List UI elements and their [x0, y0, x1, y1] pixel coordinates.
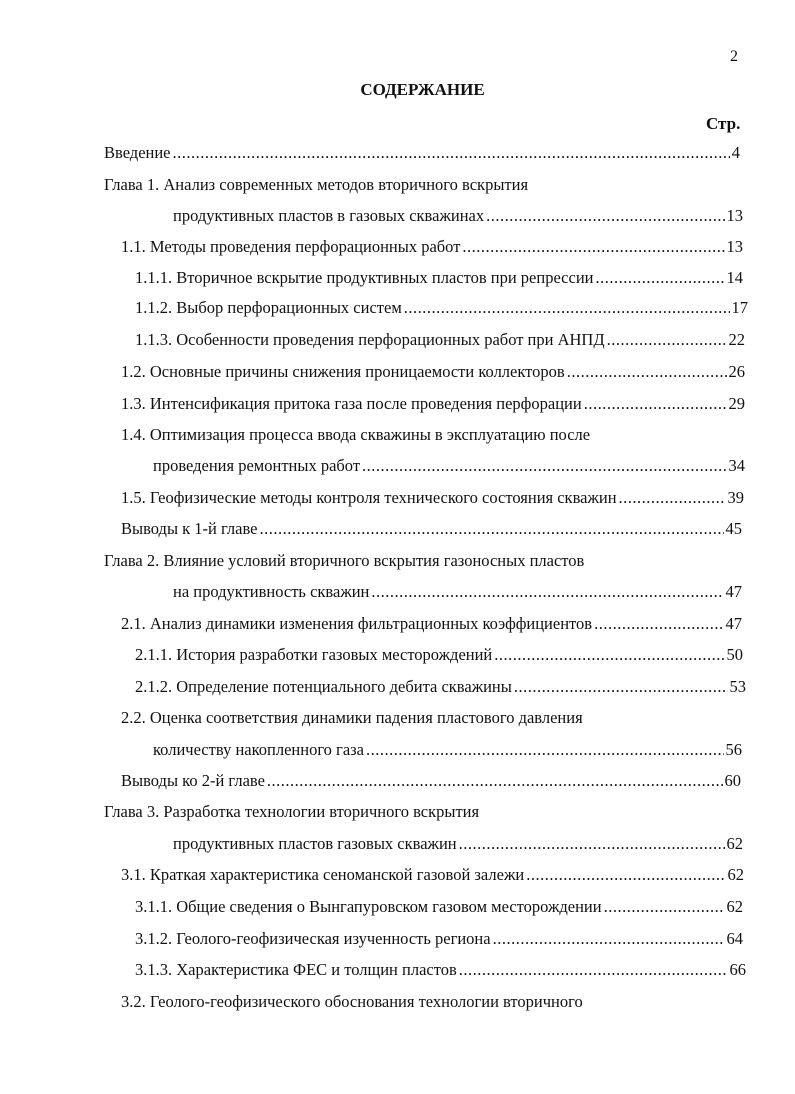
toc-entry — [121, 394, 745, 416]
toc-leader-dots — [462, 237, 724, 257]
toc-entry-page: 60 — [724, 771, 741, 790]
toc-entry — [173, 206, 743, 228]
toc-entry-label: 3.2. Геолого-геофизического обоснования технологии вторичного — [121, 992, 583, 1011]
toc-entry — [135, 897, 743, 919]
toc-entry-page: 56 — [725, 740, 742, 759]
toc-entry — [153, 456, 745, 478]
toc-entry — [121, 708, 583, 730]
toc-entry-label: 1.3. Интенсификация притока газа после проведения перфорации — [121, 394, 582, 413]
toc-leader-dots — [260, 519, 724, 539]
toc-leader-dots — [596, 268, 725, 288]
toc-leader-dots — [267, 771, 723, 791]
toc-leader-dots — [404, 298, 730, 318]
toc-entry-page: 47 — [725, 582, 742, 601]
toc-entry — [135, 298, 748, 320]
toc-entry — [121, 865, 744, 887]
toc-entry-label: 3.1.1. Общие сведения о Вынгапуровском газовом месторождении — [135, 897, 602, 916]
toc-entry-page: 4 — [731, 143, 740, 162]
toc-entry-label: Глава 1. Анализ современных методов вторичного вскрытия — [104, 175, 529, 194]
toc-entry — [104, 143, 740, 165]
toc-entry — [121, 771, 741, 793]
toc-leader-dots — [594, 614, 723, 634]
toc-entry — [135, 268, 743, 290]
toc-entry-page: 66 — [729, 960, 746, 979]
toc-entry-label: 1.1.3. Особенности проведения перфорационных работ при АНПД — [135, 330, 605, 349]
toc-entry — [135, 677, 746, 699]
toc-leader-dots — [371, 582, 723, 602]
toc-entry-label: продуктивных пластов газовых скважин — [173, 834, 457, 853]
toc-entry-page: 29 — [728, 394, 745, 413]
toc-leader-dots — [173, 143, 730, 163]
toc-entry — [121, 992, 583, 1014]
toc-leader-dots — [584, 394, 727, 414]
toc-leader-dots — [567, 362, 727, 382]
toc-entry-label: проведения ремонтных работ — [153, 456, 361, 475]
toc-entry-label: продуктивных пластов в газовых скважинах — [173, 206, 485, 225]
toc-entry-page: 62 — [726, 834, 743, 853]
toc-entry-page: 62 — [727, 865, 744, 884]
toc-entry — [104, 551, 584, 573]
toc-entry — [153, 740, 742, 762]
toc-leader-dots — [619, 488, 726, 508]
page-title: СОДЕРЖАНИЕ — [360, 80, 485, 99]
toc-entry-label: 1.1.2. Выбор перфорационных систем — [135, 298, 402, 317]
toc-entry — [121, 519, 742, 541]
toc-entry-page: 13 — [726, 206, 743, 225]
toc-entry-page: 64 — [726, 929, 743, 948]
toc-entry — [121, 488, 744, 510]
toc-entry-label: 3.1.2. Геолого-геофизическая изученность региона — [135, 929, 491, 948]
toc-entry-label: 1.1.1. Вторичное вскрытие продуктивных пластов при репрессии — [135, 268, 594, 287]
toc-leader-dots — [604, 897, 725, 917]
toc-entry-label: 1.1. Методы проведения перфорационных работ — [121, 237, 461, 256]
toc-entry-label: количеству накопленного газа — [153, 740, 364, 759]
toc-entry-page: 45 — [725, 519, 742, 538]
toc-entry-label: 2.2. Оценка соответствия динамики падения пластового давления — [121, 708, 583, 727]
toc-entry-label: Глава 3. Разработка технологии вторичного вскрытия — [104, 802, 480, 821]
toc-entry-page: 14 — [726, 268, 743, 287]
toc-entry-page: 50 — [726, 645, 743, 664]
toc-entry-label: Глава 2. Влияние условий вторичного вскрытия газоносных пластов — [104, 551, 585, 570]
page-number: 2 — [730, 48, 738, 65]
toc-entry-label: 2.1.2. Определение потенциального дебита скважины — [135, 677, 512, 696]
toc-leader-dots — [607, 330, 727, 350]
toc-entry-page: 34 — [728, 456, 745, 475]
toc-entry-page: 39 — [727, 488, 744, 507]
toc-entry-page: 62 — [726, 897, 743, 916]
toc-entry-page: 47 — [725, 614, 742, 633]
toc-entry — [135, 330, 745, 352]
toc-entry-label: 1.5. Геофизические методы контроля технического состояния скважин — [121, 488, 617, 507]
toc-leader-dots — [459, 960, 728, 980]
toc-entry-label: Введение — [104, 143, 171, 162]
toc-entry — [135, 645, 743, 667]
toc-entry-label: 1.2. Основные причины снижения проницаемости коллекторов — [121, 362, 565, 381]
toc-entry-page: 26 — [728, 362, 745, 381]
toc-entry-label: 2.1. Анализ динамики изменения фильтрационных коэффициентов — [121, 614, 593, 633]
toc-entry — [173, 834, 743, 856]
toc-entry — [135, 960, 746, 982]
toc-leader-dots — [493, 929, 725, 949]
toc-leader-dots — [494, 645, 724, 665]
toc-entry — [173, 582, 742, 604]
toc-entry — [121, 425, 590, 447]
toc-entry-label: Выводы к 1-й главе — [121, 519, 258, 538]
toc-leader-dots — [362, 456, 726, 476]
toc-entry — [121, 614, 742, 636]
toc-entry — [135, 929, 743, 951]
toc-entry-label: 3.1. Краткая характеристика сеноманской газовой залежи — [121, 865, 525, 884]
toc-entry-page: 13 — [726, 237, 743, 256]
toc-entry-label: 2.1.1. История разработки газовых месторождений — [135, 645, 493, 664]
toc-leader-dots — [366, 740, 724, 760]
toc-entry — [104, 802, 479, 824]
toc-leader-dots — [459, 834, 725, 854]
toc-entry-label: на продуктивность скважин — [173, 582, 370, 601]
toc-entry — [104, 175, 528, 197]
toc-entry-page: 22 — [728, 330, 745, 349]
toc-entry-label: 3.1.3. Характеристика ФЕС и толщин пластов — [135, 960, 457, 979]
toc-entry — [121, 237, 743, 259]
toc-entry-label: 1.4. Оптимизация процесса ввода скважины в эксплуатацию после — [121, 425, 591, 444]
toc-leader-dots — [486, 206, 724, 226]
toc-entry-page: 53 — [729, 677, 746, 696]
toc-entry-page: 17 — [731, 298, 748, 317]
toc-leader-dots — [526, 865, 725, 885]
page-column-header: Стр. — [706, 114, 741, 133]
toc-leader-dots — [514, 677, 728, 697]
toc-entry — [121, 362, 745, 384]
toc-entry-label: Выводы ко 2-й главе — [121, 771, 265, 790]
